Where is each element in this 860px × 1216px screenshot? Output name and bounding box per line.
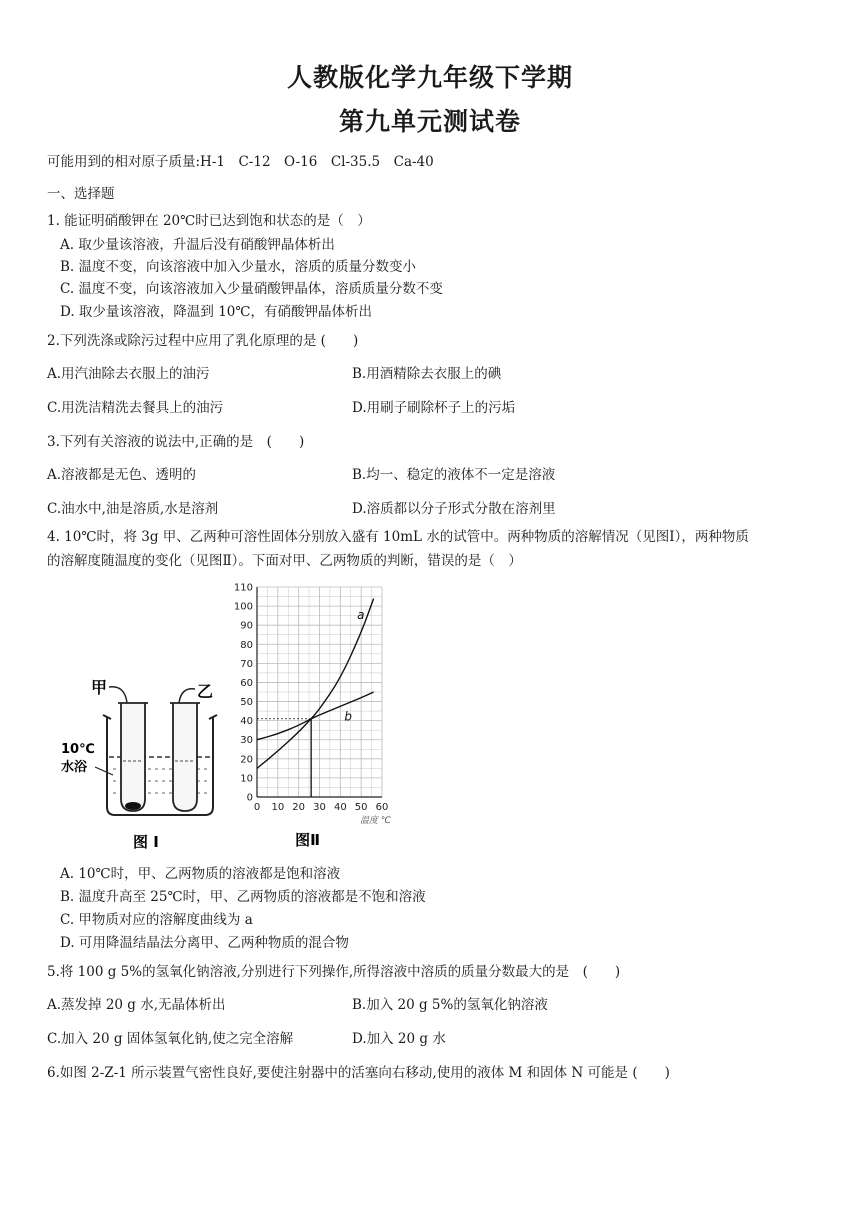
question-1-option-b: B. 温度不变，向该溶液中加入少量水，溶质的质量分数变小 — [60, 259, 417, 275]
figure-2-caption: 图Ⅱ — [295, 831, 320, 849]
exam-subtitle: 第九单元测试卷 — [338, 107, 521, 136]
question-2-stem: 2.下列洗涤或除污过程中应用了乳化原理的是 ( ) — [47, 333, 359, 349]
test-tube-jia — [121, 703, 145, 811]
question-3-option-c: C.油水中,油是溶质,水是溶剂 — [47, 501, 219, 517]
question-4-option-c: C. 甲物质对应的溶解度曲线为 a — [60, 912, 253, 928]
x-tick-label: 50 — [354, 802, 368, 813]
test-tube-yi — [173, 703, 197, 811]
question-3-option-b: B.均一、稳定的液体不一定是溶液 — [352, 467, 556, 483]
chart-series — [257, 598, 374, 768]
y-tick-labels — [234, 583, 253, 804]
x-tick-label: 30 — [313, 802, 326, 813]
question-4-stem-line2: 的溶解度随温度的变化（见图Ⅱ）。下面对甲、乙两物质的判断，错误的是（ ） — [47, 553, 522, 569]
chart-annotations — [257, 719, 311, 797]
question-2-option-d: D.用刷子刷除杯子上的污垢 — [352, 400, 516, 416]
question-5-option-d: D.加入 20 g 水 — [352, 1031, 446, 1047]
question-5-option-a: A.蒸发掉 20 g 水,无晶体析出 — [47, 997, 226, 1013]
atomic-masses: 可能用到的相对原子质量:H-1 C-12 O-16 Cl-35.5 Ca-40 — [47, 154, 434, 170]
question-3-stem: 3.下列有关溶液的说法中,正确的是 ( ) — [47, 434, 305, 450]
question-4-stem-line1: 4. 10℃时，将 3g 甲、乙两种可溶性固体分别放入盛有 10mL 水的试管中。两种物质的溶解情况（见图Ⅰ），两种物质 — [47, 529, 749, 545]
series-line-b — [257, 692, 374, 740]
label-jia: 甲 — [91, 678, 108, 697]
y-tick-label: 60 — [240, 677, 253, 689]
question-5-option-b: B.加入 20 g 5%的氢氧化钠溶液 — [352, 997, 548, 1013]
section-heading: 一、选择题 — [47, 186, 115, 202]
question-2-option-b: B.用酒精除去衣服上的碘 — [352, 366, 502, 382]
question-1-option-d: D. 取少量该溶液，降温到 10℃，有硝酸钾晶体析出 — [60, 304, 372, 320]
y-tick-label: 0 — [246, 792, 253, 804]
label-temperature: 10℃ — [61, 742, 95, 757]
pointer-yi — [179, 689, 195, 703]
question-4-option-d: D. 可用降温结晶法分离甲、乙两种物质的混合物 — [60, 935, 349, 951]
figure-2-solubility-chart — [222, 575, 392, 855]
y-tick-label: 80 — [240, 639, 253, 651]
y-tick-label: 110 — [233, 582, 253, 594]
y-tick-label: 20 — [240, 754, 253, 766]
question-3-option-a: A.溶液都是无色、透明的 — [47, 467, 197, 483]
y-tick-label: 30 — [240, 735, 253, 747]
x-tick-label: 0 — [253, 802, 261, 813]
x-axis-label: 温度 ℃ — [360, 816, 391, 826]
x-tick-label: 40 — [333, 802, 347, 813]
y-tick-label: 70 — [240, 658, 253, 670]
question-5-stem: 5.将 100 g 5%的氢氧化钠溶液,分别进行下列操作,所得溶液中溶质的质量分数最大的是 ( ) — [47, 964, 621, 980]
figure-1-caption: 图 I — [133, 833, 159, 851]
pointer-water-bath — [95, 767, 113, 775]
question-3-option-d: D.溶质都以分子形式分散在溶剂里 — [352, 501, 556, 517]
question-4-option-a: A. 10℃时，甲、乙两物质的溶液都是饱和溶液 — [60, 866, 341, 882]
x-tick-labels — [254, 802, 389, 813]
exam-title: 人教版化学九年级下学期 — [286, 63, 573, 92]
pointer-jia — [109, 687, 127, 703]
x-tick-label: 20 — [292, 802, 306, 813]
question-5-option-c: C.加入 20 g 固体氢氧化钠,使之完全溶解 — [47, 1031, 294, 1047]
series-label-a: a — [357, 607, 365, 622]
series-line-a — [257, 598, 374, 768]
y-tick-label: 100 — [233, 601, 253, 613]
x-tick-label: 60 — [375, 802, 389, 813]
y-tick-label: 10 — [240, 773, 253, 785]
y-tick-label: 50 — [240, 697, 253, 709]
undissolved-solid — [125, 802, 141, 810]
question-1-option-c: C. 温度不变，向该溶液加入少量硝酸钾晶体，溶质质量分数不变 — [60, 281, 443, 297]
label-yi: 乙 — [197, 682, 214, 701]
question-1-option-a: A. 取少量该溶液，升温后没有硝酸钾晶体析出 — [60, 237, 335, 253]
question-6-stem: 6.如图 2-Z-1 所示装置气密性良好,要使注射器中的活塞向右移动,使用的液体 M 和固体 N 可能是 ( ) — [47, 1065, 670, 1081]
question-2-option-c: C.用洗洁精洗去餐具上的油污 — [47, 400, 224, 416]
y-tick-label: 90 — [240, 620, 253, 632]
x-tick-label: 10 — [271, 802, 285, 813]
label-water-bath: 水浴 — [61, 760, 88, 775]
series-label-b: b — [344, 709, 352, 724]
question-4-option-b: B. 温度升高至 25℃时，甲、乙两物质的溶液都是不饱和溶液 — [60, 889, 426, 905]
question-1-stem: 1. 能证明硝酸钾在 20℃时已达到饱和状态的是（ ） — [47, 213, 371, 229]
y-tick-label: 40 — [240, 716, 253, 728]
question-2-option-a: A.用汽油除去衣服上的油污 — [47, 366, 210, 382]
